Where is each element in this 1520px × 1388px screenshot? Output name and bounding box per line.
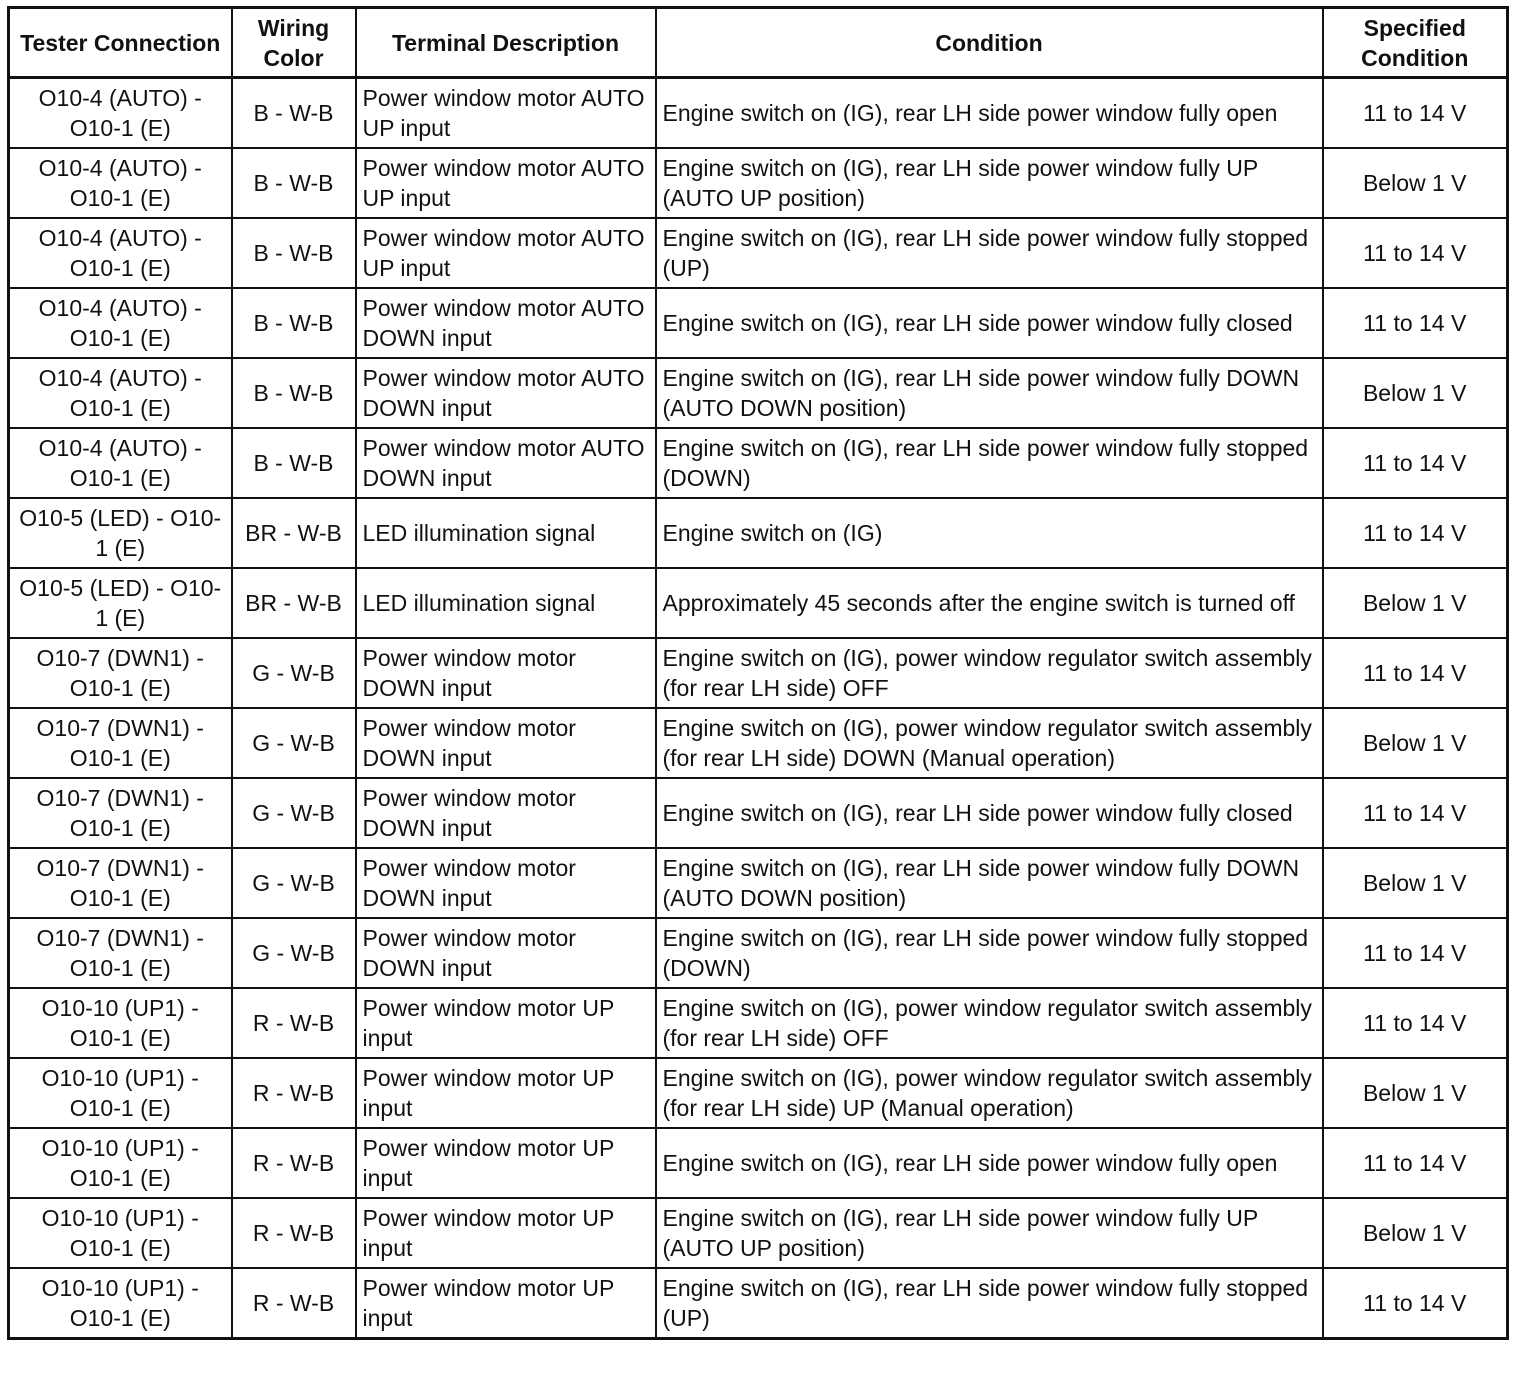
cell-terminal-description: LED illumination signal xyxy=(356,498,656,568)
cell-specified-condition: 11 to 14 V xyxy=(1323,1268,1508,1339)
cell-tester-connection: O10-10 (UP1) - O10-1 (E) xyxy=(9,1198,232,1268)
cell-tester-connection: O10-4 (AUTO) - O10-1 (E) xyxy=(9,428,232,498)
table-row xyxy=(9,1058,1508,1128)
header-terminal-description: Terminal Description xyxy=(356,8,656,78)
cell-tester-connection: O10-10 (UP1) - O10-1 (E) xyxy=(9,988,232,1058)
cell-specified-condition: 11 to 14 V xyxy=(1323,498,1508,568)
cell-condition: Engine switch on (IG), rear LH side power window fully UP (AUTO UP position) xyxy=(656,148,1323,218)
cell-tester-connection: O10-7 (DWN1) - O10-1 (E) xyxy=(9,638,232,708)
cell-condition: Engine switch on (IG), power window regulator switch assembly (for rear LH side) UP (Manual operation) xyxy=(656,1058,1323,1128)
cell-terminal-description: Power window motor AUTO DOWN input xyxy=(356,428,656,498)
cell-condition: Engine switch on (IG), rear LH side power window fully closed xyxy=(656,288,1323,358)
table-row xyxy=(9,988,1508,1058)
cell-terminal-description: Power window motor DOWN input xyxy=(356,848,656,918)
cell-wiring-color: R - W-B xyxy=(232,988,356,1058)
cell-specified-condition: Below 1 V xyxy=(1323,148,1508,218)
cell-tester-connection: O10-4 (AUTO) - O10-1 (E) xyxy=(9,288,232,358)
cell-condition: Engine switch on (IG), rear LH side power window fully open xyxy=(656,1128,1323,1198)
cell-tester-connection: O10-7 (DWN1) - O10-1 (E) xyxy=(9,708,232,778)
cell-condition: Engine switch on (IG) xyxy=(656,498,1323,568)
cell-specified-condition: Below 1 V xyxy=(1323,848,1508,918)
table-row xyxy=(9,1268,1508,1339)
cell-tester-connection: O10-5 (LED) - O10-1 (E) xyxy=(9,498,232,568)
cell-wiring-color: G - W-B xyxy=(232,778,356,848)
cell-specified-condition: 11 to 14 V xyxy=(1323,988,1508,1058)
cell-tester-connection: O10-10 (UP1) - O10-1 (E) xyxy=(9,1268,232,1339)
table-row xyxy=(9,568,1508,638)
cell-wiring-color: B - W-B xyxy=(232,288,356,358)
cell-tester-connection: O10-5 (LED) - O10-1 (E) xyxy=(9,568,232,638)
cell-wiring-color: G - W-B xyxy=(232,708,356,778)
cell-condition: Engine switch on (IG), rear LH side power window fully DOWN (AUTO DOWN position) xyxy=(656,358,1323,428)
cell-terminal-description: Power window motor AUTO DOWN input xyxy=(356,288,656,358)
cell-tester-connection: O10-4 (AUTO) - O10-1 (E) xyxy=(9,148,232,218)
cell-specified-condition: Below 1 V xyxy=(1323,568,1508,638)
cell-condition: Engine switch on (IG), power window regulator switch assembly (for rear LH side) DOWN (Manual operation) xyxy=(656,708,1323,778)
cell-wiring-color: B - W-B xyxy=(232,148,356,218)
table-row xyxy=(9,1198,1508,1268)
header-row xyxy=(9,8,1508,78)
header-tester-connection: Tester Connection xyxy=(9,8,232,78)
cell-specified-condition: 11 to 14 V xyxy=(1323,778,1508,848)
cell-condition: Engine switch on (IG), power window regulator switch assembly (for rear LH side) OFF xyxy=(656,638,1323,708)
table-row xyxy=(9,778,1508,848)
cell-tester-connection: O10-7 (DWN1) - O10-1 (E) xyxy=(9,778,232,848)
cell-wiring-color: R - W-B xyxy=(232,1058,356,1128)
cell-terminal-description: LED illumination signal xyxy=(356,568,656,638)
table-row xyxy=(9,358,1508,428)
cell-tester-connection: O10-4 (AUTO) - O10-1 (E) xyxy=(9,358,232,428)
cell-terminal-description: Power window motor DOWN input xyxy=(356,778,656,848)
cell-condition: Engine switch on (IG), rear LH side power window fully stopped (UP) xyxy=(656,1268,1323,1339)
cell-wiring-color: B - W-B xyxy=(232,428,356,498)
cell-specified-condition: 11 to 14 V xyxy=(1323,638,1508,708)
cell-specified-condition: 11 to 14 V xyxy=(1323,288,1508,358)
cell-condition: Engine switch on (IG), rear LH side power window fully open xyxy=(656,78,1323,149)
cell-specified-condition: 11 to 14 V xyxy=(1323,1128,1508,1198)
cell-specified-condition: 11 to 14 V xyxy=(1323,918,1508,988)
cell-tester-connection: O10-7 (DWN1) - O10-1 (E) xyxy=(9,848,232,918)
cell-wiring-color: R - W-B xyxy=(232,1128,356,1198)
table-row xyxy=(9,708,1508,778)
cell-tester-connection: O10-4 (AUTO) - O10-1 (E) xyxy=(9,218,232,288)
cell-terminal-description: Power window motor AUTO UP input xyxy=(356,148,656,218)
cell-wiring-color: BR - W-B xyxy=(232,498,356,568)
header-wiring-color: Wiring Color xyxy=(232,8,356,78)
table-row xyxy=(9,428,1508,498)
cell-wiring-color: G - W-B xyxy=(232,848,356,918)
cell-condition: Engine switch on (IG), rear LH side power window fully stopped (DOWN) xyxy=(656,428,1323,498)
table-row xyxy=(9,218,1508,288)
cell-tester-connection: O10-4 (AUTO) - O10-1 (E) xyxy=(9,78,232,149)
table-row xyxy=(9,288,1508,358)
cell-terminal-description: Power window motor DOWN input xyxy=(356,708,656,778)
terminal-spec-table xyxy=(7,6,1509,1340)
cell-condition: Engine switch on (IG), rear LH side power window fully DOWN (AUTO DOWN position) xyxy=(656,848,1323,918)
table-row xyxy=(9,638,1508,708)
table-row xyxy=(9,498,1508,568)
table-row xyxy=(9,148,1508,218)
cell-specified-condition: Below 1 V xyxy=(1323,708,1508,778)
cell-condition: Engine switch on (IG), rear LH side power window fully closed xyxy=(656,778,1323,848)
cell-terminal-description: Power window motor AUTO UP input xyxy=(356,218,656,288)
header-condition: Condition xyxy=(656,8,1323,78)
cell-terminal-description: Power window motor UP input xyxy=(356,1268,656,1339)
cell-tester-connection: O10-10 (UP1) - O10-1 (E) xyxy=(9,1058,232,1128)
cell-specified-condition: Below 1 V xyxy=(1323,1198,1508,1268)
cell-wiring-color: B - W-B xyxy=(232,78,356,149)
table-row xyxy=(9,918,1508,988)
cell-terminal-description: Power window motor DOWN input xyxy=(356,638,656,708)
cell-terminal-description: Power window motor UP input xyxy=(356,1058,656,1128)
cell-wiring-color: B - W-B xyxy=(232,218,356,288)
cell-condition: Engine switch on (IG), rear LH side power window fully stopped (UP) xyxy=(656,218,1323,288)
cell-wiring-color: B - W-B xyxy=(232,358,356,428)
cell-wiring-color: R - W-B xyxy=(232,1198,356,1268)
cell-wiring-color: G - W-B xyxy=(232,638,356,708)
cell-specified-condition: Below 1 V xyxy=(1323,1058,1508,1128)
cell-terminal-description: Power window motor UP input xyxy=(356,1198,656,1268)
cell-wiring-color: G - W-B xyxy=(232,918,356,988)
cell-condition: Engine switch on (IG), power window regulator switch assembly (for rear LH side) OFF xyxy=(656,988,1323,1058)
cell-terminal-description: Power window motor DOWN input xyxy=(356,918,656,988)
cell-specified-condition: Below 1 V xyxy=(1323,358,1508,428)
cell-condition: Engine switch on (IG), rear LH side power window fully UP (AUTO UP position) xyxy=(656,1198,1323,1268)
table-row xyxy=(9,848,1508,918)
cell-wiring-color: R - W-B xyxy=(232,1268,356,1339)
cell-specified-condition: 11 to 14 V xyxy=(1323,78,1508,149)
cell-tester-connection: O10-7 (DWN1) - O10-1 (E) xyxy=(9,918,232,988)
cell-condition: Approximately 45 seconds after the engine switch is turned off xyxy=(656,568,1323,638)
cell-terminal-description: Power window motor AUTO DOWN input xyxy=(356,358,656,428)
cell-terminal-description: Power window motor UP input xyxy=(356,988,656,1058)
cell-terminal-description: Power window motor AUTO UP input xyxy=(356,78,656,149)
cell-terminal-description: Power window motor UP input xyxy=(356,1128,656,1198)
cell-specified-condition: 11 to 14 V xyxy=(1323,428,1508,498)
table-row xyxy=(9,78,1508,149)
cell-wiring-color: BR - W-B xyxy=(232,568,356,638)
header-specified-condition: Specified Condition xyxy=(1323,8,1508,78)
cell-tester-connection: O10-10 (UP1) - O10-1 (E) xyxy=(9,1128,232,1198)
cell-condition: Engine switch on (IG), rear LH side power window fully stopped (DOWN) xyxy=(656,918,1323,988)
cell-specified-condition: 11 to 14 V xyxy=(1323,218,1508,288)
table-row xyxy=(9,1128,1508,1198)
